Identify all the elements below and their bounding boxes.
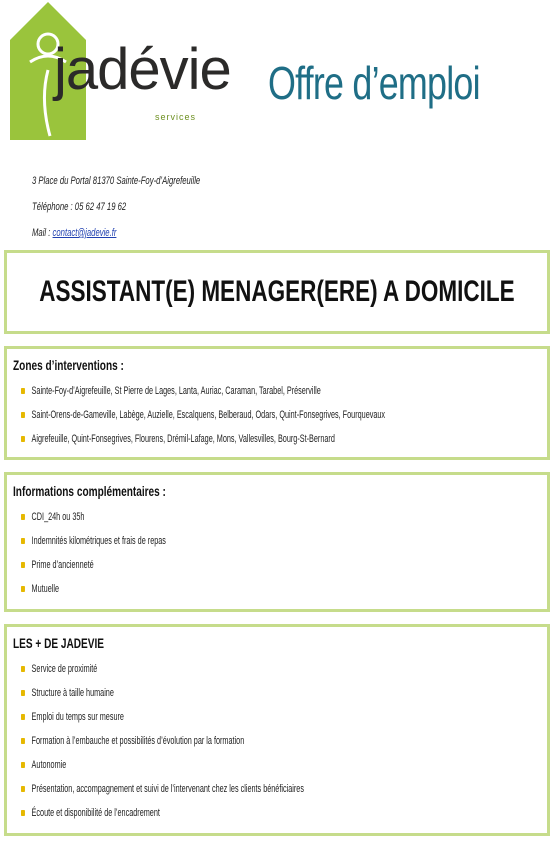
bullet-icon <box>21 714 25 720</box>
list-item: Structure à taille humaine <box>21 681 368 705</box>
bullet-icon <box>21 810 25 816</box>
job-title: ASSISTANT(E) MENAGER(ERE) A DOMICILE <box>39 275 515 308</box>
phone-text: Téléphone : 05 62 47 19 62 <box>32 201 127 213</box>
infos-heading: Informations complémentaires : <box>13 483 166 499</box>
page-title: Offre d’emploi <box>268 57 480 109</box>
list-item: Aigrefeuille, Quint-Fonsegrives, Flourens, Drémil-Lafage, Mons, Vallesvilles, Bourg-St-Bernard <box>21 427 368 451</box>
bullet-icon <box>21 412 25 418</box>
bullet-icon <box>21 738 25 744</box>
bullet-icon <box>21 562 25 568</box>
logo-wordmark: jadévie <box>54 37 231 102</box>
list-item: Autonomie <box>21 753 368 777</box>
list-item: Sainte-Foy-d’Aigrefeuille, St Pierre de Lages, Lanta, Auriac, Caraman, Tarabel, Préserville <box>21 379 368 403</box>
list-item: Prime d’ancienneté <box>21 553 368 577</box>
infos-list <box>7 505 547 601</box>
list-item: Emploi du temps sur mesure <box>21 705 368 729</box>
bullet-icon <box>21 514 25 520</box>
logo-subtitle: services <box>155 112 197 122</box>
zones-heading: Zones d’interventions : <box>13 357 124 373</box>
address-text: 3 Place du Portal 81370 Sainte-Foy-d’Aigrefeuille <box>32 175 201 187</box>
bullet-icon <box>21 388 25 394</box>
mail-label: Mail : <box>32 227 53 239</box>
contact-block <box>32 168 200 246</box>
list-item: Formation à l’embauche et possibilités d’évolution par la formation <box>21 729 368 753</box>
list-item: Mutuelle <box>21 577 368 601</box>
mail-link[interactable]: contact@jadevie.fr <box>52 227 117 239</box>
plus-list <box>7 657 547 825</box>
bullet-icon <box>21 436 25 442</box>
bullet-icon <box>21 690 25 696</box>
list-item: CDI_24h ou 35h <box>21 505 368 529</box>
job-title-box <box>4 250 550 334</box>
plus-heading: LES + DE JADEVIE <box>13 635 105 651</box>
zones-list <box>7 379 547 451</box>
plus-box <box>4 624 550 836</box>
mail-line <box>32 220 200 246</box>
list-item: Indemnités kilométriques et frais de repas <box>21 529 368 553</box>
bullet-icon <box>21 762 25 768</box>
bullet-icon <box>21 666 25 672</box>
zones-box <box>4 346 550 460</box>
list-item: Présentation, accompagnement et suivi de l’intervenant chez les clients bénéficiaires <box>21 777 368 801</box>
list-item: Saint-Orens-de-Gameville, Labège, Auzielle, Escalquens, Belberaud, Odars, Quint-Fonsegrives, Fourquevaux <box>21 403 368 427</box>
bullet-icon <box>21 586 25 592</box>
infos-box <box>4 472 550 612</box>
bullet-icon <box>21 786 25 792</box>
bullet-icon <box>21 538 25 544</box>
list-item: Service de proximité <box>21 657 368 681</box>
jadevie-logo <box>10 0 231 140</box>
list-item: Écoute et disponibilité de l’encadrement <box>21 801 368 825</box>
